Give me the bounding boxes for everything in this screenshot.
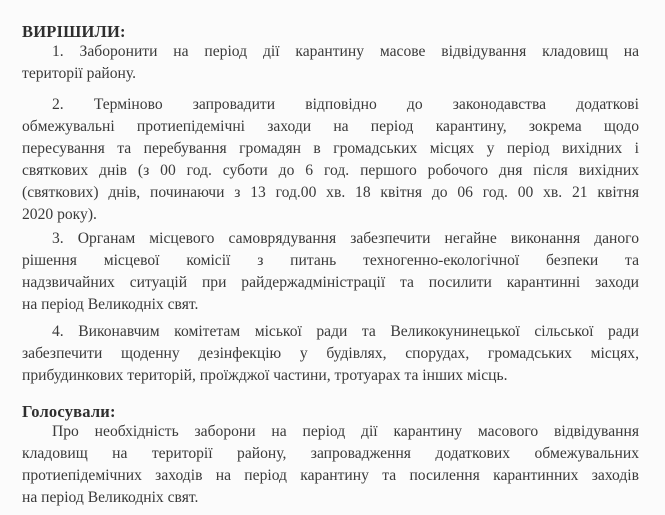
text-line: території району.	[22, 65, 136, 82]
decision-item-1	[22, 41, 639, 85]
text-line: забезпечити щоденну дезінфекцію у будівлях, спорудах, громадських місцях,	[22, 345, 639, 362]
text-line: надзвичайних ситуацій при райдержадміністрації та посилити карантинні заходи	[22, 274, 639, 291]
decision-item-3	[22, 228, 639, 316]
text-line: Про необхідність заборони на період дії карантину масового відвідування	[52, 423, 639, 440]
text-line: рішення місцевої комісії з питань техногенно-екологічної безпеки та	[22, 252, 639, 269]
text-line: (святкових) днів, починаючи з 13 год.00 хв. 18 квітня до 06 год. 00 хв. 21 квітня	[22, 184, 639, 201]
text-line: 4. Виконавчим комітетам міської ради та Великокунинецької сільської ради	[52, 323, 639, 340]
text-line: кладовищ на території району, запровадження додаткових обмежувальних	[22, 445, 639, 462]
text-line: на період Великодніх свят.	[22, 296, 199, 313]
text-line: 3. Органам місцевого самоврядування забезпечити негайне виконання даного	[52, 230, 639, 247]
text-line: обмежувальні протиепідемічні заходи на період карантину, зокрема щодо	[22, 118, 639, 135]
voted-heading: Голосували:	[22, 402, 116, 421]
text-line: 2020 року).	[22, 206, 97, 223]
text-line: на період Великодніх свят.	[22, 489, 199, 506]
decided-heading: ВИРІШИЛИ:	[22, 22, 126, 41]
text-line: протиепідемічних заходів на період карантину та посилення карантинних заходів	[22, 467, 639, 484]
decision-item-2	[22, 94, 639, 226]
text-line: 2. Терміново запровадити відповідно до законодавства додаткові	[52, 96, 639, 113]
text-line: 1. Заборонити на період дії карантину масове відвідування кладовищ на	[52, 43, 639, 60]
text-line: пересування та перебування громадян в громадських місцях у період вихідних і	[22, 140, 639, 157]
voted-text	[22, 421, 639, 509]
text-line: прибудинкових територій, проїжджої частини, тротуарах та інших місць.	[22, 367, 508, 384]
decision-item-4	[22, 321, 639, 387]
text-line: святкових днів (з 00 год. суботи до 6 год. першого робочого дня після вихідних	[22, 162, 639, 179]
